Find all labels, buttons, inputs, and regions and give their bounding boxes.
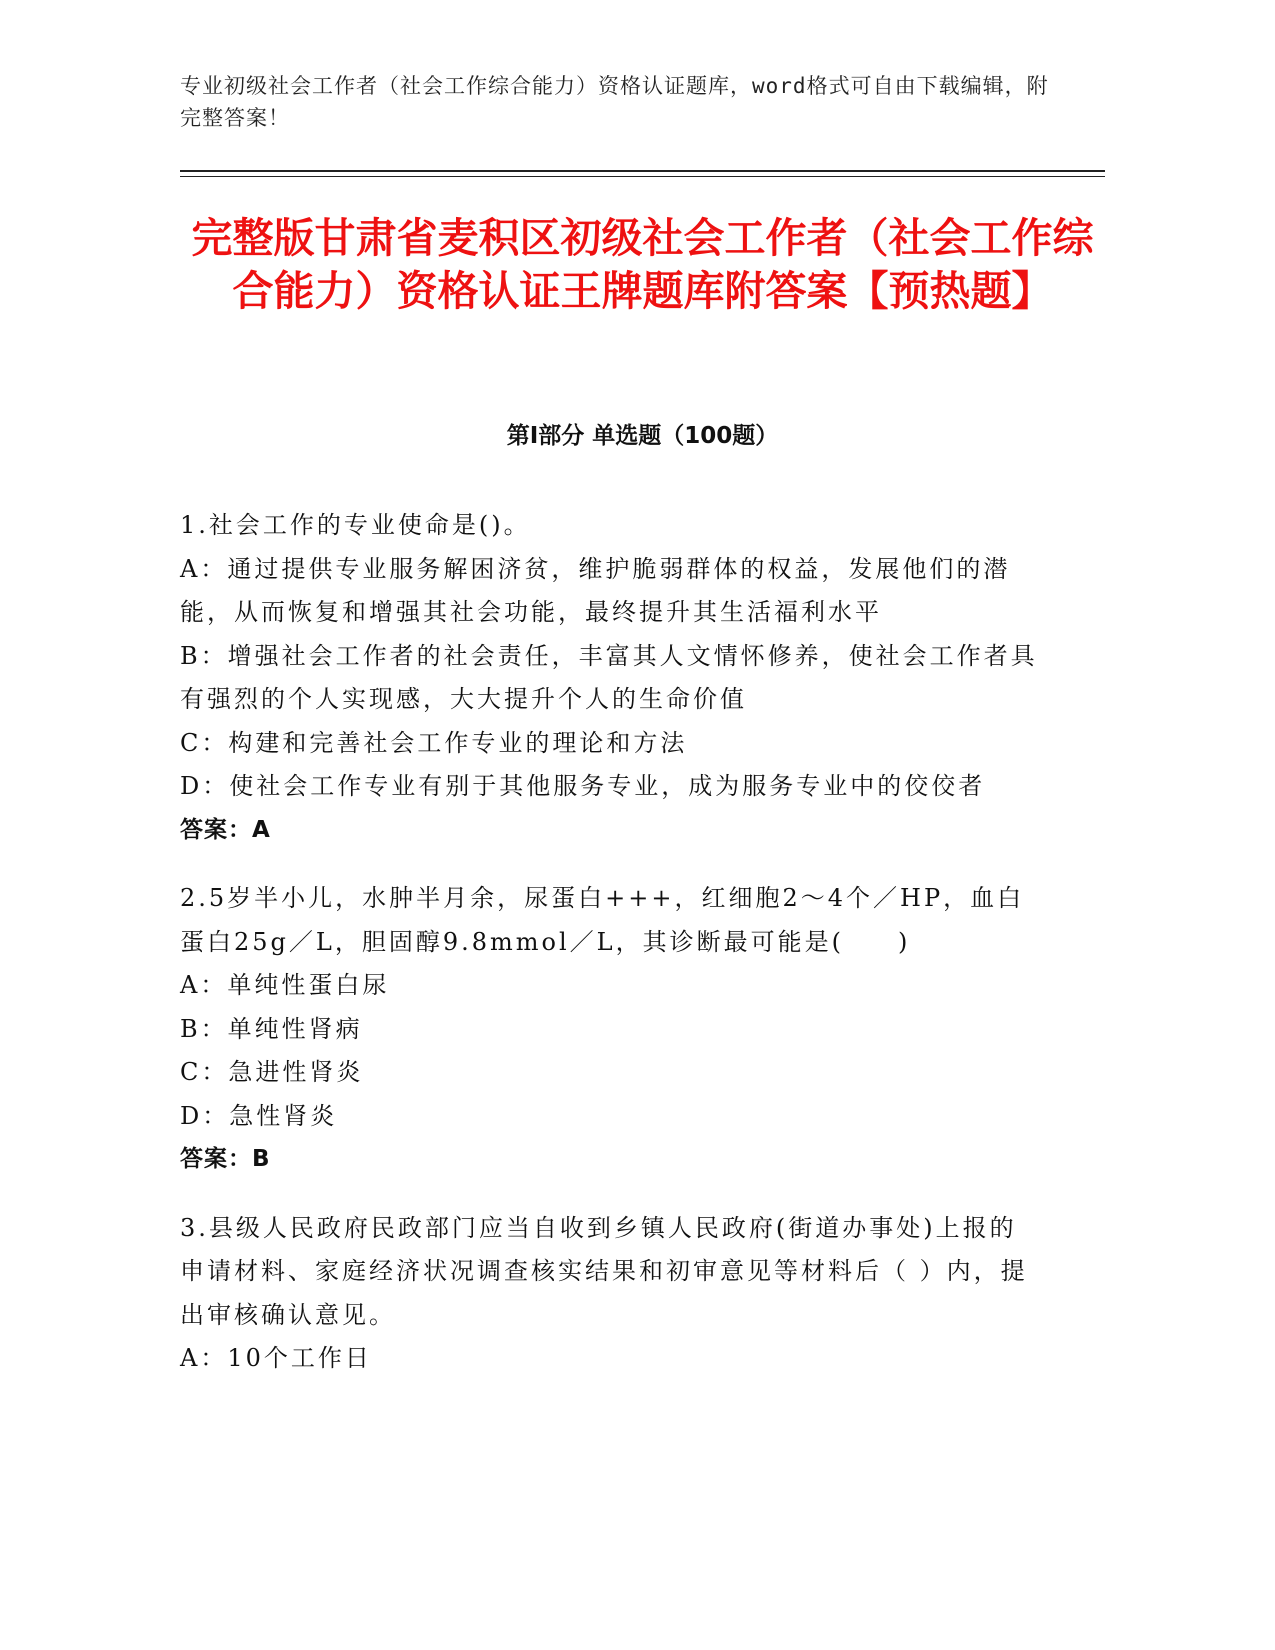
option-d: D：使社会工作专业有别于其他服务专业，成为服务专业中的佼佼者 [180,772,986,800]
question-list [180,504,1040,1406]
question-stem: 3.县级人民政府民政部门应当自收到乡镇人民政府(街道办事处)上报的申请材料、家庭经济状况调查核实结果和初审意见等材料后（ ）内，提出审核确认意见。 [180,1213,1028,1329]
option-d: D：急性肾炎 [180,1101,338,1130]
document-title: 完整版甘肃省麦积区初级社会工作者（社会工作综合能力）资格认证王牌题库附答案【预热题】 [191,214,1094,315]
question-3 [180,1207,1040,1381]
option-b: B：单纯性肾病 [180,1014,363,1043]
option-c: C：构建和完善社会工作专业的理论和方法 [180,728,688,757]
question-1 [180,504,1040,852]
header-divider-thin [180,176,1105,177]
answer: 答案：B [180,1146,271,1172]
option-c: C：急进性肾炎 [180,1058,364,1086]
header-note: 专业初级社会工作者（社会工作综合能力）资格认证题库，word格式可自由下载编辑，附完整答案！ [180,74,1049,130]
question-2 [180,877,1040,1182]
question-stem: 1.社会工作的专业使命是()。 [180,511,531,539]
question-stem: 2.5岁半小儿，水肿半月余，尿蛋白+++，红细胞2～4个／HP，血白蛋白25g／L，胆固醇9.8mmol／L，其诊断最可能是( ) [180,884,1025,956]
option-a: A：单纯性蛋白尿 [180,971,390,999]
option-a: A：通过提供专业服务解困济贫，维护脆弱群体的权益，发展他们的潜能，从而恢复和增强其社会功能，最终提升其生活福利水平 [180,554,1011,626]
option-b: B：增强社会工作者的社会责任，丰富其人文情怀修养，使社会工作者具有强烈的个人实现感，大大提升个人的生命价值 [180,641,1038,713]
option-a: A：10个工作日 [180,1344,372,1372]
answer: 答案：A [180,816,271,843]
section-heading: 第Ⅰ部分 单选题（100题） [506,423,779,449]
header-divider-thick [180,170,1105,172]
